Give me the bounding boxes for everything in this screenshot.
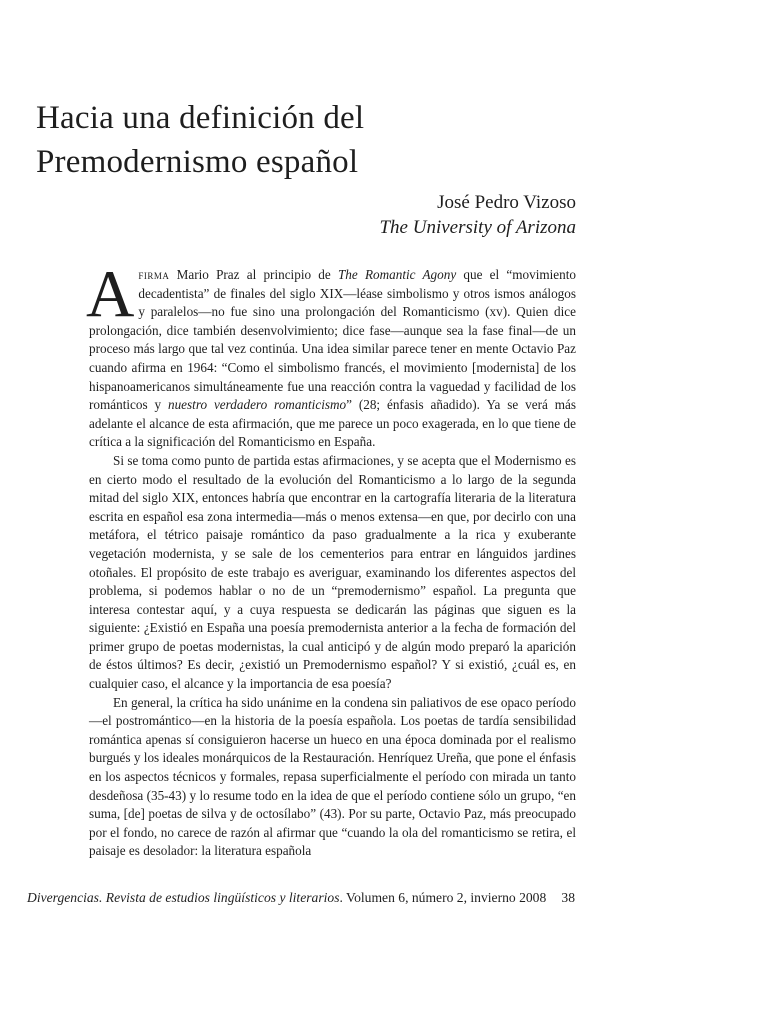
p1-text-1: Mario Praz al principio de bbox=[169, 267, 338, 282]
author-affiliation: The University of Arizona bbox=[379, 217, 576, 238]
page-number: 38 bbox=[561, 890, 575, 905]
page-footer bbox=[27, 889, 575, 907]
article-body bbox=[86, 257, 576, 861]
paragraph-1 bbox=[86, 257, 576, 452]
drop-cap: A bbox=[86, 257, 135, 331]
p1-italic-book-title: The Romantic Agony bbox=[337, 267, 457, 282]
p1-text-3: ” (28; énfasis añadido). Ya se verá más adelante el alcance de esta afirmación, que me parece un poco exagerada, en lo que tiene de crítica a la significación del Romanticismo en España. bbox=[89, 397, 576, 450]
small-caps-word: firma bbox=[138, 267, 170, 282]
journal-issue: . Volumen 6, número 2, invierno 2008 bbox=[339, 890, 547, 905]
journal-name: Divergencias. Revista de estudios lingüísticos y literarios bbox=[27, 890, 340, 905]
author-name: José Pedro Vizoso bbox=[437, 192, 576, 213]
byline bbox=[379, 190, 576, 240]
article-title bbox=[36, 96, 596, 184]
title-line-1: Hacia una definición del bbox=[36, 100, 365, 136]
p1-text-2: que el “movimiento decadentista” de finales del siglo XIX—léase simbolismo y otros ismos análogos y paralelos—no fue sino una prolongación del Romanticismo (xv). Quien dice prolongación, dice también desenvolvimiento; dice fase—aunque sea la fase final—de un proceso más largo que tal vez continúa. Una idea similar parece tener en mente Octavio Paz cuando afirma en 1964: “Como el simbolismo francés, el movimiento [modernista] de los hispanoamericanos simultáneamente fue una reacción contra la vaguedad y facilidad de los románticos y bbox=[89, 267, 576, 413]
paragraph-2: Si se toma como punto de partida estas afirmaciones, y se acepta que el Modernismo es en cierto modo el resultado de la evolución del Romanticismo a lo largo de la segunda mitad del siglo XIX, entonces habría que encontrar en la cartografía literaria de la literatura escrita en español esa zona intermedia—más o menos extensa—en que, por decirlo con una metáfora, el tétrico paisaje romántico da paso gradualmente a la rica y exuberante vegetación modernista, y se sale de los cementerios para entrar en lánguidos jardines otoñales. El propósito de este trabajo es averiguar, examinando los diferentes aspectos del problema, si podemos hablar o no de un “premodernismo” español. La pregunta que interesa contestar aquí, y a cuya respuesta se dedicarán las páginas que siguen es la siguiente: ¿Existió en España una poesía premodernista anterior a la fecha de formación del primer grupo de poetas modernistas, la cual anticipó y de algún modo preparó la aparición de éstos últimos? Es decir, ¿existió un Premodernismo español? Y si existió, ¿cuál es, en cualquier caso, el alcance y la importancia de esa poesía? bbox=[89, 452, 576, 692]
p1-italic-quote: nuestro verdadero romanticismo bbox=[167, 397, 347, 413]
title-line-2: Premodernismo español bbox=[36, 144, 359, 180]
paragraph-3: En general, la crítica ha sido unánime en la condena sin paliativos de ese opaco período—el postromántico—en la historia de la poesía española. Los poetas de tardía sensibilidad romántica apenas sí consiguieron hacerse un hueco en una época dominada por el realismo burgués y los ideales monárquicos de la Restauración. Henríquez Ureña, que pone el énfasis en los aspectos técnicos y formales, repasa superficialmente el período con mirada un tanto desdeñosa (35-43) y lo resume todo en la idea de que el período contiene sólo un grupo, “en suma, [de] poetas de silva y de octosílabo” (43). Por su parte, Octavio Paz, más preocupado por el fondo, no carece de razón al afirmar que “cuando la ola del romanticismo se retira, el paisaje es desolador: la literatura española bbox=[89, 694, 576, 859]
